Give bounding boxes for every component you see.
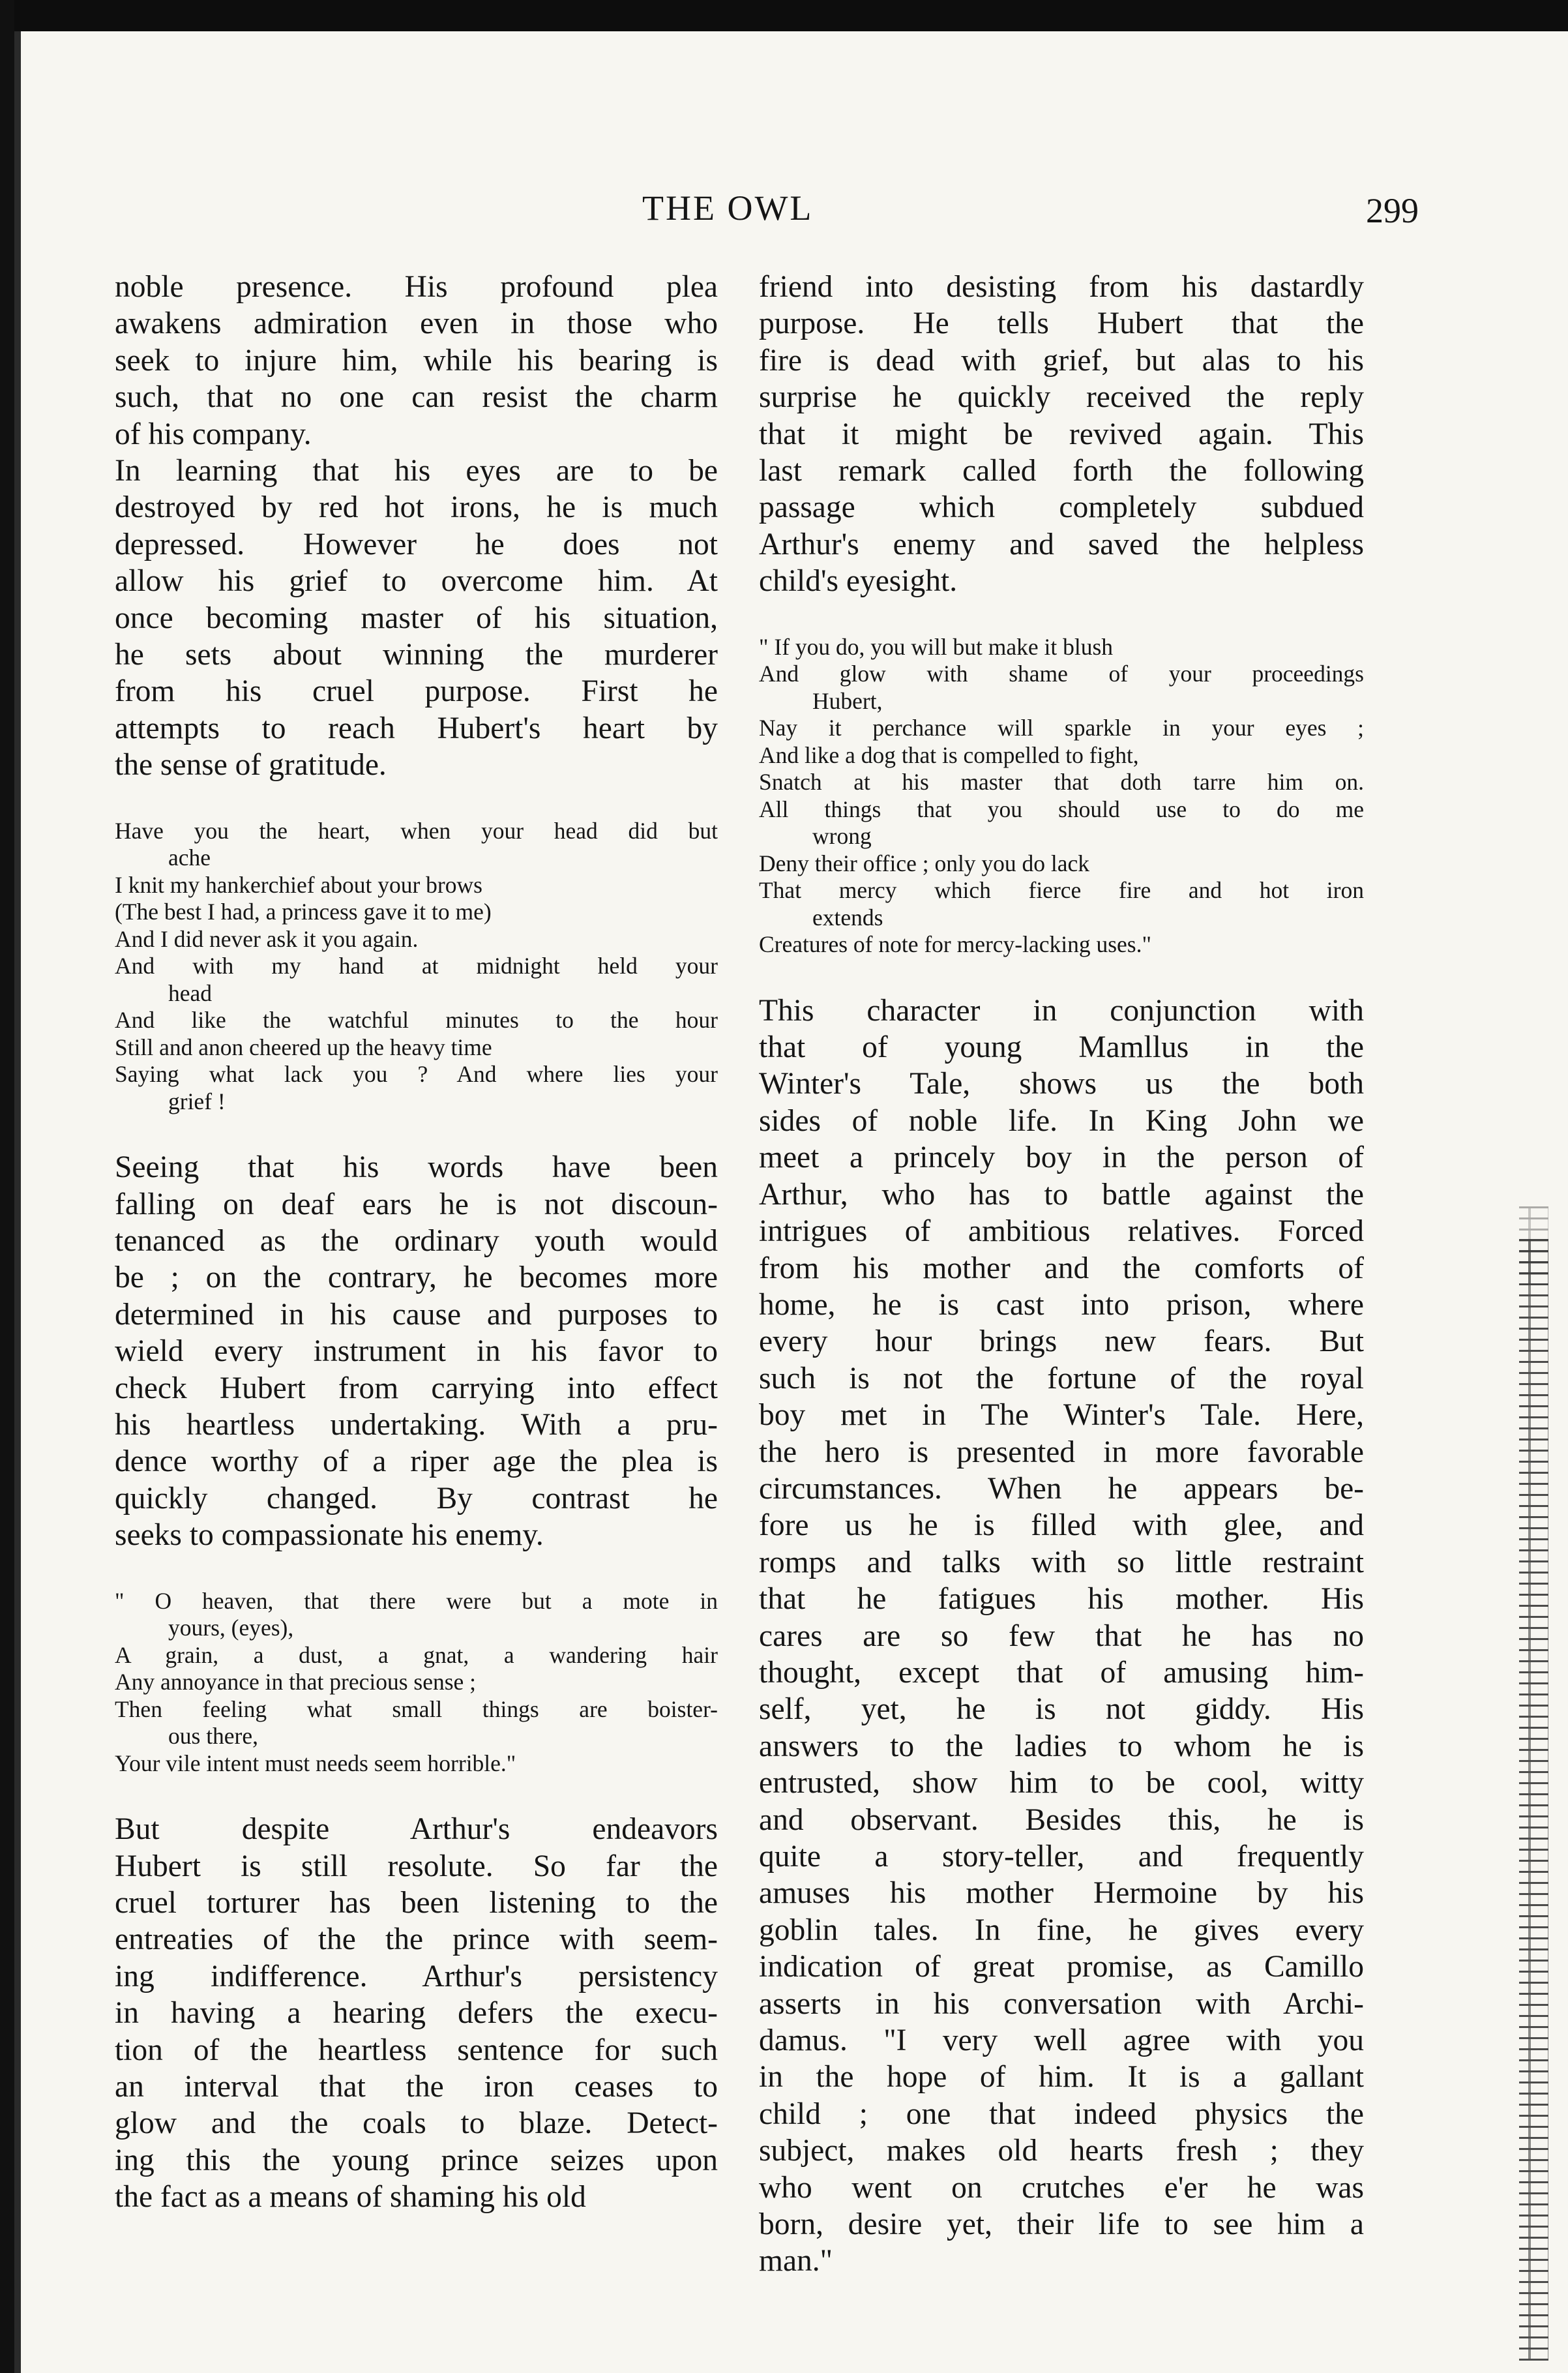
text-line: Your vile intent must needs seem horrible."	[115, 1750, 516, 1776]
text-line: that he fatigues his mother. His	[759, 1582, 1364, 1617]
page-number: 299	[1366, 191, 1419, 230]
text-line: thought, except that of amusing him-	[759, 1655, 1364, 1690]
text-line: once becoming master of his situation,	[115, 601, 718, 635]
text-line: answers to the ladies to whom he is	[759, 1729, 1364, 1763]
text-line: noble presence. His profound plea	[115, 270, 718, 304]
text-line: goblin tales. In fine, he gives every	[759, 1913, 1364, 1947]
text-line: falling on deaf ears he is not discoun-	[115, 1187, 718, 1221]
text-line: And glow with shame of your proceedings	[759, 661, 1364, 687]
text-line: the fact as a means of shaming his old	[115, 2180, 586, 2215]
text-line: grief !	[168, 1088, 226, 1114]
text-line: I knit my hankerchief about your brows	[115, 871, 482, 898]
text-line: determined in his cause and purposes to	[115, 1297, 718, 1332]
text-line: Winter's Tale, shows us the both	[759, 1067, 1364, 1101]
running-title: THE OWL	[642, 188, 814, 228]
text-line: in the hope of him. It is a gallant	[759, 2060, 1364, 2095]
page-header	[0, 188, 1568, 246]
verse-quotation	[115, 1588, 718, 1778]
text-line: dence worthy of a riper age the plea is	[115, 1444, 718, 1479]
text-line: tion of the heartless sentence for such	[115, 2033, 718, 2067]
text-line: Snatch at his master that doth tarre him on.	[759, 769, 1364, 796]
text-line: Deny their office ; only you do lack	[759, 850, 1090, 876]
paragraph	[115, 1149, 718, 1553]
text-line: that it might be revived again. This	[759, 417, 1364, 451]
text-line: child's eyesight.	[759, 564, 958, 599]
text-line: cruel torturer has been listening to the	[115, 1885, 718, 1920]
text-line: an interval that the iron ceases to	[115, 2070, 718, 2104]
text-line: ing this the young prince seizes upon	[115, 2143, 718, 2177]
text-line: asserts in his conversation with Archi-	[759, 1986, 1364, 2021]
text-line: awakens admiration even in those who	[115, 306, 718, 341]
text-line: ous there,	[168, 1723, 259, 1750]
text-line: All things that you should use to do me	[759, 796, 1364, 822]
text-line: quickly changed. By contrast he	[115, 1481, 718, 1515]
text-line: But despite Arthur's endeavors	[115, 1812, 718, 1847]
text-line: self, yet, he is not giddy. His	[759, 1692, 1364, 1727]
paragraph	[115, 269, 718, 453]
text-line: That mercy which fierce fire and hot iron	[759, 877, 1364, 904]
text-line: And like a dog that is compelled to fight,	[759, 741, 1139, 768]
text-line: (The best I had, a princess gave it to me)	[115, 899, 492, 925]
paragraph	[759, 992, 1364, 2280]
text-line: meet a princely boy in the person of	[759, 1141, 1364, 1175]
text-line: And with my hand at midnight held your	[115, 953, 718, 979]
text-line: cares are so few that he has no	[759, 1619, 1364, 1653]
text-line: and observant. Besides this, he is	[759, 1802, 1364, 1837]
text-line: check Hubert from carrying into effect	[115, 1371, 718, 1405]
text-line: Saying what lack you ? And where lies your	[115, 1061, 718, 1088]
paragraph	[115, 1811, 718, 2215]
text-line: entreaties of the the prince with seem-	[115, 1922, 718, 1957]
text-line: boy met in The Winter's Tale. Here,	[759, 1398, 1364, 1433]
text-line: seek to injure him, while his bearing is	[115, 343, 718, 378]
paragraph	[115, 453, 718, 784]
verse-quotation	[759, 634, 1364, 959]
text-line: ache	[168, 844, 211, 871]
text-line: tenanced as the ordinary youth would	[115, 1224, 718, 1258]
text-line: allow his grief to overcome him. At	[115, 564, 718, 599]
text-line: Hubert is still resolute. So far the	[115, 1849, 718, 1883]
text-line: amuses his mother Hermoine by his	[759, 1876, 1364, 1911]
text-line: of his company.	[115, 417, 312, 451]
scan-shadow-left	[14, 31, 21, 2373]
text-line: such, that no one can resist the charm	[115, 380, 718, 415]
paragraph	[759, 269, 1364, 600]
text-line: " O heaven, that there were but a mote in	[115, 1587, 718, 1614]
text-line: circumstances. When he appears be-	[759, 1471, 1364, 1506]
text-line: destroyed by red hot irons, he is much	[115, 490, 718, 525]
text-line: depressed. However he does not	[115, 527, 718, 561]
text-line: he sets about winning the murderer	[115, 638, 718, 672]
text-line: man."	[759, 2244, 833, 2278]
text-line: wrong	[812, 823, 872, 850]
text-line: head	[168, 979, 213, 1006]
text-line: Nay it perchance will sparkle in your eyes ;	[759, 715, 1364, 741]
text-line: extends	[812, 904, 883, 931]
text-line: yours, (eyes),	[168, 1615, 294, 1641]
scan-border-top	[0, 0, 1568, 31]
text-line: Creatures of note for mercy-lacking uses."	[759, 931, 1151, 958]
text-line: Arthur's enemy and saved the helpless	[759, 527, 1364, 561]
text-line: surprise he quickly received the reply	[759, 380, 1364, 415]
text-line: from his mother and the comforts of	[759, 1251, 1364, 1285]
text-line: in having a hearing defers the execu-	[115, 1996, 718, 2031]
scan-edge-noise	[1519, 1239, 1548, 2361]
text-line: intrigues of ambitious relatives. Forced	[759, 1214, 1364, 1249]
text-line: indication of great promise, as Camillo	[759, 1950, 1364, 1984]
text-line: his heartless undertaking. With a pru-	[115, 1408, 718, 1442]
text-line: child ; one that indeed physics the	[759, 2097, 1364, 2131]
text-line: romps and talks with so little restraint	[759, 1545, 1364, 1579]
text-line: the sense of gratitude.	[115, 748, 387, 783]
text-line: This character in conjunction with	[759, 993, 1364, 1028]
text-line: A grain, a dust, a gnat, a wandering hair	[115, 1641, 718, 1668]
text-line: that of young Mamllus in the	[759, 1030, 1364, 1065]
text-line: born, desire yet, their life to see him a	[759, 2207, 1364, 2242]
text-line: be ; on the contrary, he becomes more	[115, 1261, 718, 1295]
text-line: wield every instrument in his favor to	[115, 1334, 718, 1369]
text-line: last remark called forth the following	[759, 454, 1364, 488]
text-line: Then feeling what small things are boister-	[115, 1695, 718, 1722]
text-line: Arthur, who has to battle against the	[759, 1177, 1364, 1212]
text-line: In learning that his eyes are to be	[115, 454, 718, 488]
text-line: fore us he is filled with glee, and	[759, 1508, 1364, 1543]
text-line: every hour brings new fears. But	[759, 1324, 1364, 1359]
text-line: sides of noble life. In King John we	[759, 1103, 1364, 1138]
text-line: home, he is cast into prison, where	[759, 1287, 1364, 1322]
text-line: quite a story-teller, and frequently	[759, 1840, 1364, 1873]
text-line: damus. "I very well agree with you	[759, 2023, 1364, 2058]
text-line: fire is dead with grief, but alas to his	[759, 343, 1364, 378]
text-line: attempts to reach Hubert's heart by	[115, 711, 718, 745]
text-line: such is not the fortune of the royal	[759, 1361, 1364, 1395]
text-line: friend into desisting from his dastardly	[759, 270, 1364, 304]
text-line: Hubert,	[812, 687, 883, 714]
text-line: And I did never ask it you again.	[115, 925, 419, 952]
text-line: the hero is presented in more favorable	[759, 1435, 1364, 1469]
text-line: Any annoyance in that precious sense ;	[115, 1669, 477, 1695]
right-column	[759, 269, 1364, 2280]
text-line: glow and the coals to blaze. Detect-	[115, 2106, 718, 2141]
text-line: Still and anon cheered up the heavy time	[115, 1034, 492, 1060]
text-line: " If you do, you will but make it blush	[759, 633, 1114, 660]
text-line: Have you the heart, when your head did but	[115, 817, 718, 844]
text-line: ing indifference. Arthur's persistency	[115, 1959, 718, 1993]
text-line: And like the watchful minutes to the hour	[115, 1007, 718, 1034]
text-line: purpose. He tells Hubert that the	[759, 306, 1364, 341]
left-column	[115, 269, 718, 2216]
text-line: subject, makes old hearts fresh ; they	[759, 2134, 1364, 2168]
text-line: seeks to compassionate his enemy.	[115, 1518, 544, 1553]
text-line: who went on crutches e'er he was	[759, 2170, 1364, 2205]
text-line: passage which completely subdued	[759, 490, 1364, 525]
text-line: entrusted, show him to be cool, witty	[759, 1766, 1364, 1800]
text-line: Seeing that his words have been	[115, 1150, 718, 1185]
verse-quotation	[115, 818, 718, 1116]
text-line: from his cruel purpose. First he	[115, 674, 718, 709]
scan-border-left	[0, 0, 14, 2373]
